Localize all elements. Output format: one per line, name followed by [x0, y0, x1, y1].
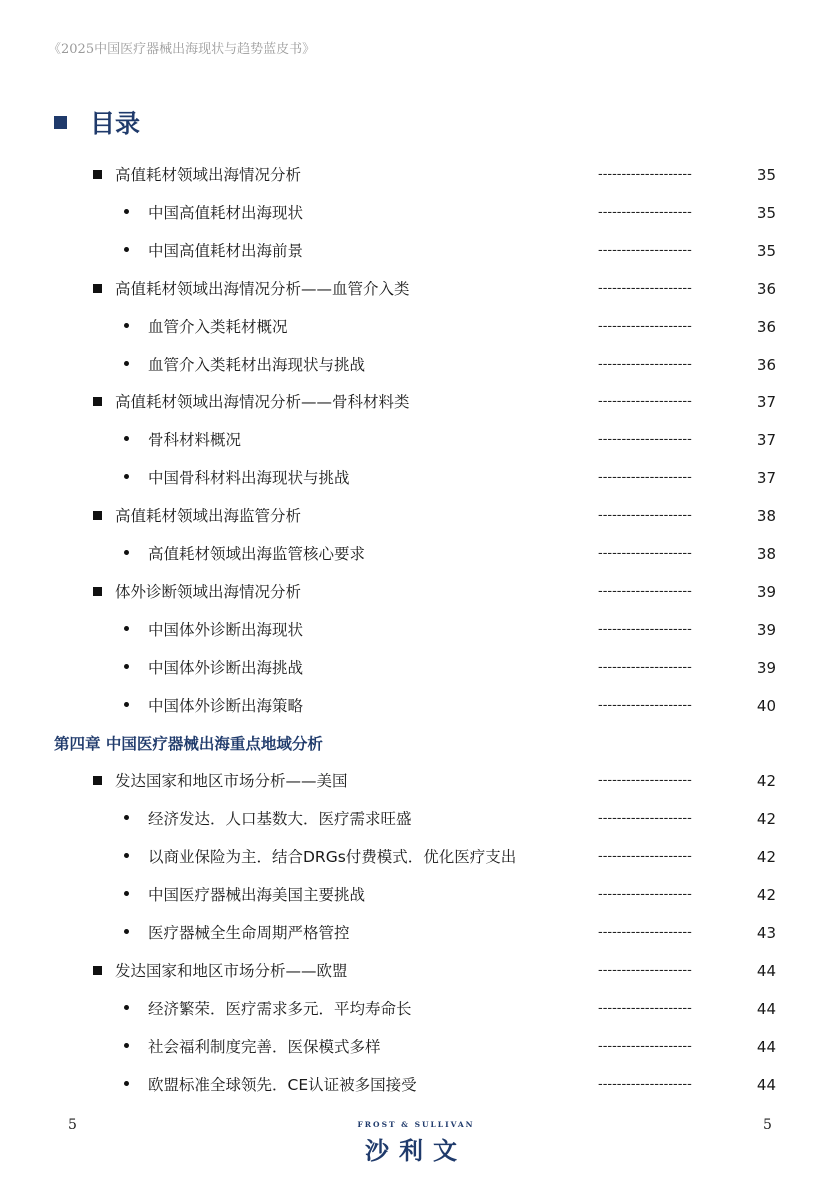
toc-leader-dashes: --------------------	[598, 357, 692, 372]
dot-bullet-icon	[124, 853, 129, 858]
dot-bullet-icon	[124, 474, 129, 479]
toc-leader-dashes: --------------------	[598, 394, 692, 409]
logo-chinese-text: 沙利文	[365, 1137, 467, 1165]
dot-bullet-icon	[124, 1081, 129, 1086]
dot-bullet-icon	[124, 550, 129, 555]
toc-leader-dashes: --------------------	[598, 660, 692, 675]
toc-subsection-entry[interactable]	[0, 316, 831, 338]
toc-subsection-entry[interactable]	[0, 846, 831, 868]
square-bullet-icon	[93, 776, 102, 785]
toc-page-number: 36	[756, 280, 776, 298]
toc-page-number: 38	[756, 507, 776, 525]
toc-section-entry[interactable]	[0, 960, 831, 982]
toc-leader-dashes: --------------------	[598, 1077, 692, 1092]
toc-page-number: 37	[756, 431, 776, 449]
toc-page-number: 36	[756, 318, 776, 336]
toc-page-number: 44	[756, 1038, 776, 1056]
toc-leader-dashes: --------------------	[598, 773, 692, 788]
square-bullet-icon	[93, 397, 102, 406]
dot-bullet-icon	[124, 1005, 129, 1010]
toc-subsection-entry[interactable]	[0, 1074, 831, 1096]
toc-page-number: 44	[756, 962, 776, 980]
toc-leader-dashes: --------------------	[598, 470, 692, 485]
toc-leader-dashes: --------------------	[598, 963, 692, 978]
toc-leader-dashes: --------------------	[598, 508, 692, 523]
toc-section-entry[interactable]	[0, 278, 831, 300]
toc-subsection-entry[interactable]	[0, 467, 831, 489]
toc-subsection-entry[interactable]	[0, 240, 831, 262]
dot-bullet-icon	[124, 929, 129, 934]
toc-entry-label: 高值耗材领域出海监管分析	[115, 507, 302, 525]
toc-section-entry[interactable]	[0, 581, 831, 603]
square-bullet-icon	[93, 284, 102, 293]
toc-page-number: 35	[756, 242, 776, 260]
toc-entry-label: 欧盟标准全球领先．CE认证被多国接受	[148, 1076, 417, 1094]
toc-entry-label: 中国体外诊断出海挑战	[148, 659, 304, 677]
dot-bullet-icon	[124, 891, 129, 896]
toc-leader-dashes: --------------------	[598, 622, 692, 637]
dot-bullet-icon	[124, 247, 129, 252]
toc-leader-dashes: --------------------	[598, 584, 692, 599]
toc-heading-text: 目录	[90, 109, 141, 138]
toc-entry-label: 中国体外诊断出海策略	[148, 697, 304, 715]
toc-heading	[54, 104, 140, 140]
toc-entry-label: 血管介入类耗材概况	[148, 318, 288, 336]
toc-page-number: 42	[756, 848, 776, 866]
toc-page-number: 44	[756, 1076, 776, 1094]
toc-entry-label: 中国高值耗材出海现状	[148, 204, 304, 222]
toc-subsection-entry[interactable]	[0, 429, 831, 451]
toc-leader-dashes: --------------------	[598, 811, 692, 826]
document-header-title: 《2025中国医疗器械出海现状与趋势蓝皮书》	[48, 42, 316, 57]
toc-entry-label: 体外诊断领域出海情况分析	[115, 583, 302, 601]
toc-page-number: 39	[756, 621, 776, 639]
toc-subsection-entry[interactable]	[0, 543, 831, 565]
page-number-right: 5	[763, 1117, 772, 1133]
dot-bullet-icon	[124, 209, 129, 214]
toc-page-number: 36	[756, 356, 776, 374]
toc-page-number: 39	[756, 659, 776, 677]
toc-page-number: 42	[756, 772, 776, 790]
toc-entry-label: 以商业保险为主．结合DRGs付费模式．优化医疗支出	[148, 848, 517, 866]
toc-page-number: 35	[756, 204, 776, 222]
toc-subsection-entry[interactable]	[0, 998, 831, 1020]
toc-subsection-entry[interactable]	[0, 657, 831, 679]
dot-bullet-icon	[124, 1043, 129, 1048]
toc-entry-label: 中国医疗器械出海美国主要挑战	[148, 886, 366, 904]
dot-bullet-icon	[124, 323, 129, 328]
toc-entry-label: 中国体外诊断出海现状	[148, 621, 304, 639]
frost-sullivan-logo	[346, 1120, 486, 1165]
toc-page-number: 39	[756, 583, 776, 601]
toc-entry-label: 高值耗材领域出海情况分析——骨科材料类	[115, 393, 410, 411]
toc-section-entry[interactable]	[0, 164, 831, 186]
toc-subsection-entry[interactable]	[0, 1036, 831, 1058]
toc-section-entry[interactable]	[0, 770, 831, 792]
dot-bullet-icon	[124, 815, 129, 820]
square-bullet-icon	[54, 116, 67, 129]
toc-entry-label: 医疗器械全生命周期严格管控	[148, 924, 350, 942]
toc-subsection-entry[interactable]	[0, 884, 831, 906]
toc-leader-dashes: --------------------	[598, 925, 692, 940]
toc-subsection-entry[interactable]	[0, 202, 831, 224]
toc-page-number: 42	[756, 810, 776, 828]
toc-page-number: 37	[756, 393, 776, 411]
dot-bullet-icon	[124, 436, 129, 441]
toc-leader-dashes: --------------------	[598, 849, 692, 864]
toc-section-entry[interactable]	[0, 391, 831, 413]
toc-page-number: 40	[756, 697, 776, 715]
square-bullet-icon	[93, 170, 102, 179]
toc-entry-label: 经济发达．人口基数大．医疗需求旺盛	[148, 810, 412, 828]
toc-page-number: 43	[756, 924, 776, 942]
toc-leader-dashes: --------------------	[598, 1001, 692, 1016]
toc-leader-dashes: --------------------	[598, 319, 692, 334]
toc-leader-dashes: --------------------	[598, 887, 692, 902]
toc-entry-label: 高值耗材领域出海情况分析——血管介入类	[115, 280, 410, 298]
dot-bullet-icon	[124, 361, 129, 366]
toc-subsection-entry[interactable]	[0, 922, 831, 944]
toc-entry-label: 中国骨科材料出海现状与挑战	[148, 469, 350, 487]
toc-entry-label: 社会福利制度完善．医保模式多样	[148, 1038, 381, 1056]
square-bullet-icon	[93, 587, 102, 596]
toc-section-entry[interactable]	[0, 505, 831, 527]
toc-entry-label: 血管介入类耗材出海现状与挑战	[148, 356, 366, 374]
toc-entry-label: 发达国家和地区市场分析——美国	[115, 772, 348, 790]
toc-subsection-entry[interactable]	[0, 695, 831, 717]
toc-leader-dashes: --------------------	[598, 546, 692, 561]
toc-leader-dashes: --------------------	[598, 205, 692, 220]
logo-english-text: FROST & SULLIVAN	[357, 1120, 475, 1129]
toc-subsection-entry[interactable]	[0, 619, 831, 641]
toc-leader-dashes: --------------------	[598, 281, 692, 296]
toc-entry-label: 中国高值耗材出海前景	[148, 242, 304, 260]
toc-entry-label: 发达国家和地区市场分析——欧盟	[115, 962, 348, 980]
dot-bullet-icon	[124, 702, 129, 707]
toc-leader-dashes: --------------------	[598, 167, 692, 182]
toc-page-number: 37	[756, 469, 776, 487]
chapter-heading: 第四章 中国医疗器械出海重点地域分析	[54, 734, 323, 753]
toc-page-number: 44	[756, 1000, 776, 1018]
page-number-left: 5	[68, 1117, 77, 1133]
toc-leader-dashes: --------------------	[598, 432, 692, 447]
toc-entry-label: 经济繁荣．医疗需求多元．平均寿命长	[148, 1000, 412, 1018]
toc-subsection-entry[interactable]	[0, 354, 831, 376]
square-bullet-icon	[93, 966, 102, 975]
toc-entry-label: 骨科材料概况	[148, 431, 242, 449]
toc-page-number: 35	[756, 166, 776, 184]
square-bullet-icon	[93, 511, 102, 520]
toc-entry-label: 高值耗材领域出海情况分析	[115, 166, 302, 184]
dot-bullet-icon	[124, 664, 129, 669]
toc-leader-dashes: --------------------	[598, 1039, 692, 1054]
dot-bullet-icon	[124, 626, 129, 631]
toc-leader-dashes: --------------------	[598, 698, 692, 713]
toc-page-number: 38	[756, 545, 776, 563]
toc-subsection-entry[interactable]	[0, 808, 831, 830]
toc-leader-dashes: --------------------	[598, 243, 692, 258]
toc-entry-label: 高值耗材领域出海监管核心要求	[148, 545, 366, 563]
toc-page-number: 42	[756, 886, 776, 904]
